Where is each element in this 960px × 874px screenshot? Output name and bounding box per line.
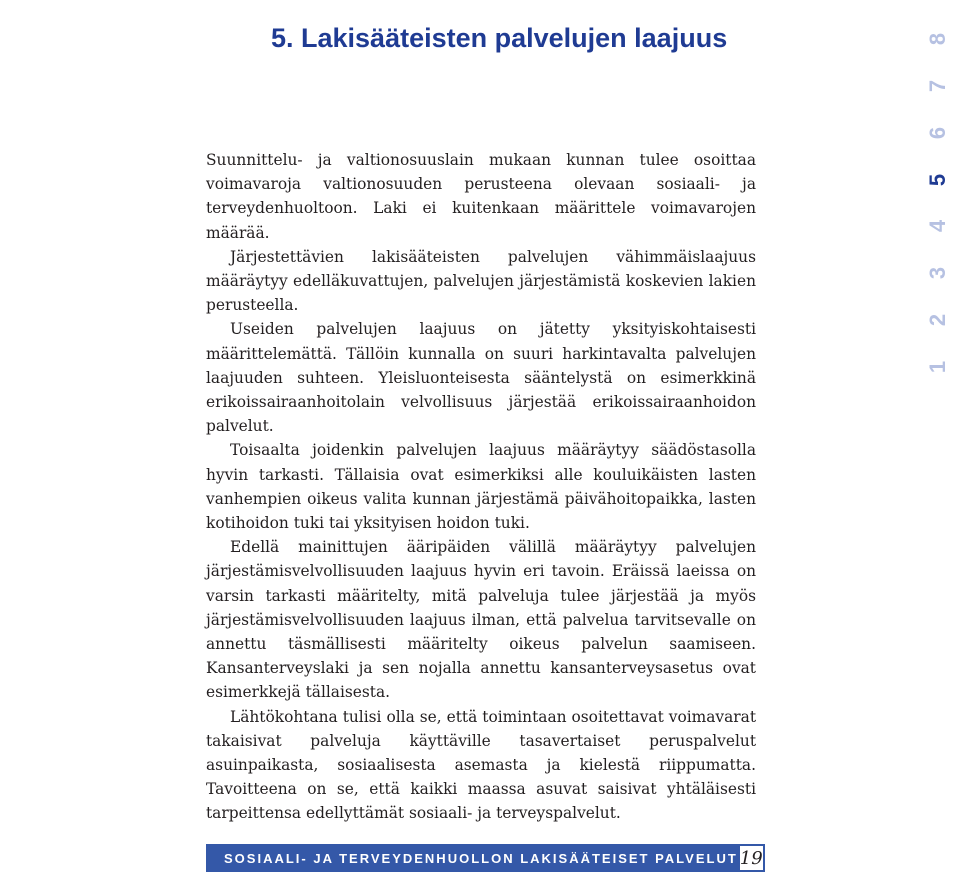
paragraph: Suunnittelu- ja valtionosuuslain mukaan kunnan tulee osoittaa voimavaroja valtionosuuden perusteena olevaan sosiaali- ja terveydenhuoltoon. Laki ei kuitenkaan määrittele voimavarojen määrää. bbox=[206, 151, 756, 242]
chapter-nav-2[interactable]: 2 bbox=[925, 313, 950, 327]
body-text bbox=[206, 148, 756, 826]
chapter-nav-8[interactable]: 8 bbox=[925, 32, 950, 46]
title-area bbox=[0, 0, 728, 80]
paragraph: Edellä mainittujen ääripäiden välillä määräytyy palvelujen järjestämisvelvollisuuden laajuus hyvin eri tavoin. Eräissä laeissa on varsin tarkasti määritelty, mitä palveluja tulee järjestää ja myös järjestämisvelvollisuuden laajuus ilman, että palvelua tarvitsevalle on annettu täsmällisesti määritelty oikeus palvelun saamiseen. Kansanterveyslaki ja sen nojalla annettu kansanterveysasetus ovat esimerkkejä tällaisesta. bbox=[206, 538, 756, 702]
chapter-nav-3[interactable]: 3 bbox=[925, 267, 950, 280]
paragraph: Useiden palvelujen laajuus on jätetty yksityiskohtaisesti määrittelemättä. Tällöin kunnalla on suuri harkintavalta palvelujen laajuuden suhteen. Yleisluonteisesta sääntelystä on esimerkkinä erikoissairaanhoitolain velvollisuus järjestää erikoissairaanhoidon palvelut. bbox=[206, 320, 756, 436]
paragraph: Järjestettävien lakisääteisten palvelujen vähimmäislaajuus määräytyy edelläkuvattujen, palvelujen järjestämistä koskevien lakien perusteella. bbox=[206, 247, 756, 315]
chapter-nav-1[interactable]: 1 bbox=[925, 360, 950, 374]
footer-label: SOSIAALI- JA TERVEYDENHUOLLON LAKISÄÄTEISET PALVELUT bbox=[206, 844, 738, 872]
chapter-nav-5[interactable]: 5 bbox=[925, 173, 950, 186]
chapter-nav-7[interactable]: 7 bbox=[925, 79, 950, 92]
chapter-nav-6[interactable]: 6 bbox=[925, 126, 950, 139]
page-title: 5. Lakisääteisten palvelujen laajuus bbox=[271, 23, 728, 53]
chapter-nav bbox=[922, 28, 954, 378]
chapter-nav-4[interactable]: 4 bbox=[925, 220, 950, 233]
page-number: 19 bbox=[738, 844, 765, 872]
paragraph: Toisaalta joidenkin palvelujen laajuus määräytyy säädöstasolla hyvin tarkasti. Tällaisia ovat esimerkiksi alle kouluikäisten lasten vanhempien oikeus valita kunnan järjestämä päivähoitopaikka, lasten kotihoidon tuki tai yksityisen hoidon tuki. bbox=[206, 441, 756, 533]
page-footer bbox=[206, 844, 763, 872]
paragraph: Lähtökohtana tulisi olla se, että toimintaan osoitettavat voimavarat takaisivat palveluja käyttäville tasavertaiset peruspalvelut asuinpaikasta, sosiaalisesta asemasta ja kielestä riippumatta. Tavoitteena on se, että kaikki maassa asuvat saisivat yhtäläisesti tarpeittensa edellyttämät sosiaali- ja terveyspalvelut. bbox=[206, 707, 756, 823]
